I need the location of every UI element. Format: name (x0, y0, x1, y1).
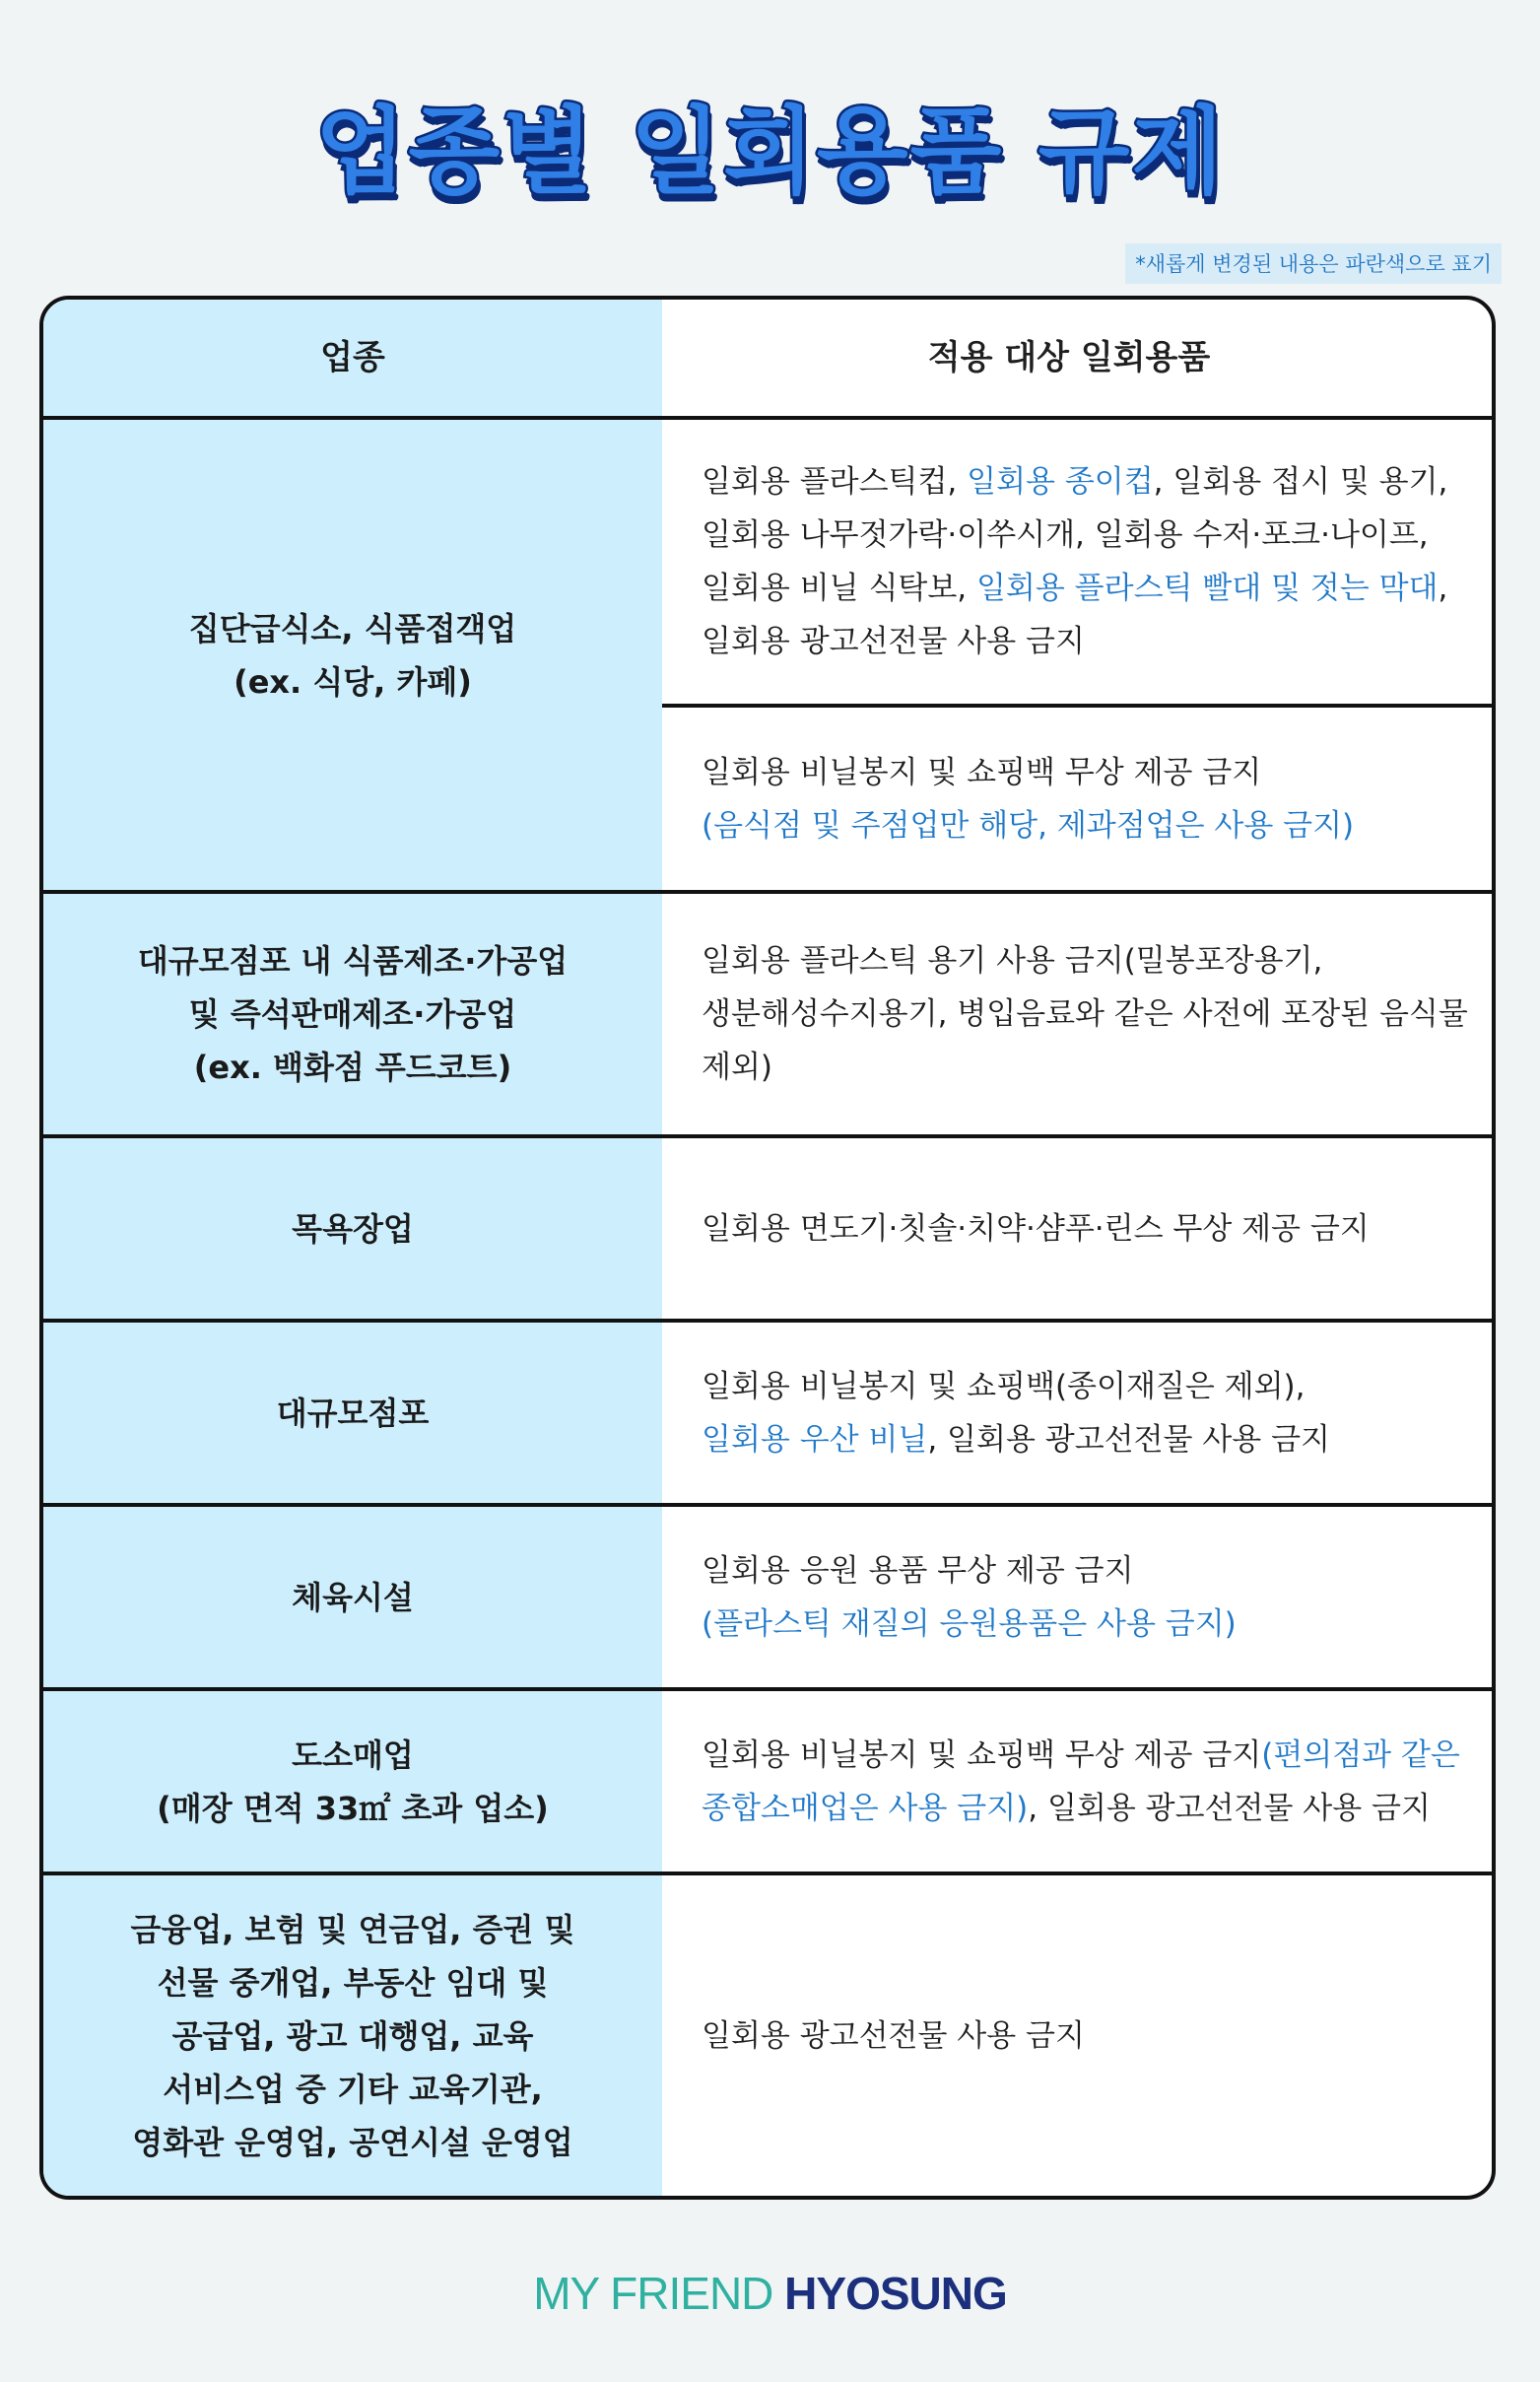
industry-line: 및 즉석판매제조·가공업 (188, 995, 517, 1033)
items-text: 일회용 플라스틱컵, (702, 464, 968, 500)
items-text: , 일회용 광고선전물 사용 금지 (1028, 1790, 1431, 1826)
items-text-new: 일회용 플라스틱 빨대 및 젓는 막대 (975, 571, 1439, 606)
industry-line: (ex. 식당, 카페) (234, 662, 472, 701)
items-line (702, 746, 1354, 799)
items-text-new: (플라스틱 재질의 응원용품은 사용 금지) (702, 1605, 1237, 1642)
items-line (702, 1202, 1370, 1256)
industry-line: (매장 면적 33㎡ 초과 업소) (157, 1789, 549, 1827)
items-line (702, 562, 1447, 615)
industry-line: 서비스업 중 기타 교육기관, (163, 2070, 543, 2108)
industry-line: (ex. 백화점 푸드코트) (193, 1049, 512, 1086)
brand-logo (0, 2267, 1540, 2320)
items-line (702, 509, 1447, 562)
industry-line: 집단급식소, 식품접객업 (188, 609, 517, 647)
industry-line: 대규모점포 (276, 1394, 430, 1432)
header-items: 적용 대상 일회용품 (927, 338, 1211, 377)
brand-text-my-friend: MY FRIEND (533, 2268, 785, 2319)
items-cell (662, 420, 1496, 704)
industry-line: 대규모점포 내 식품제조·가공업 (137, 942, 569, 980)
items-cell (662, 1507, 1496, 1687)
items-line (702, 1782, 1460, 1835)
items-cell (662, 894, 1496, 1134)
items-text: 생분해성수지용기, 병입음료와 같은 사전에 포장된 음식물 (702, 996, 1468, 1032)
industry-line: 선물 중개업, 부동산 임대 및 (157, 1963, 549, 2002)
industry-cell (43, 1507, 662, 1687)
items-line (702, 799, 1354, 852)
industry-cell (43, 894, 662, 1134)
legend-note: *새롭게 변경된 내용은 파란색으로 표기 (1125, 243, 1502, 284)
industry-line: 목욕장업 (292, 1209, 414, 1248)
page-title: 업종별 일회용품 규제 (314, 97, 1226, 207)
items-text: , 일회용 접시 및 용기, (1153, 464, 1448, 500)
industry-line: 금융업, 보험 및 연금업, 증권 및 (130, 1910, 575, 1948)
header-industry: 업종 (320, 338, 385, 377)
items-text: 일회용 광고선전물 사용 금지 (702, 624, 1085, 659)
industry-line: 도소매업 (292, 1735, 414, 1774)
items-text: 일회용 나무젓가락·이쑤시개, 일회용 수저·포크·나이프, (702, 517, 1429, 553)
items-line (702, 2009, 1085, 2063)
industry-cell (43, 1323, 662, 1503)
items-line (702, 455, 1447, 509)
industry-line: 공급업, 광고 대행업, 교육 (171, 2016, 534, 2055)
items-text: 일회용 비닐봉지 및 쇼핑백(종이재질은 제외), (702, 1368, 1306, 1404)
items-text: 일회용 플라스틱 용기 사용 금지(밀봉포장용기, (702, 943, 1323, 979)
items-text: 일회용 비닐 식탁보, (702, 571, 976, 606)
items-line (702, 934, 1468, 987)
items-text: 일회용 광고선전물 사용 금지 (702, 2017, 1085, 2054)
industry-line: 영화관 운영업, 공연시설 운영업 (132, 2123, 573, 2161)
brand-text-hyosung: HYOSUNG (784, 2268, 1007, 2319)
items-cell (662, 708, 1496, 890)
items-text-new: 종합소매업은 사용 금지) (702, 1790, 1029, 1826)
items-text: 일회용 비닐봉지 및 쇼핑백 무상 제공 금지 (702, 1736, 1262, 1773)
items-line (702, 1413, 1330, 1466)
items-text: , (1438, 571, 1448, 606)
items-cell (662, 1875, 1496, 2196)
items-text: 제외) (702, 1050, 772, 1085)
items-cell (662, 1323, 1496, 1503)
industry-cell (43, 1691, 662, 1872)
regulation-table (39, 296, 1496, 2200)
items-text: 일회용 비닐봉지 및 쇼핑백 무상 제공 금지 (702, 754, 1262, 790)
items-cell (662, 1691, 1496, 1872)
items-text: , 일회용 광고선전물 사용 금지 (927, 1421, 1330, 1458)
items-text-new: (음식점 및 주점업만 해당, 제과점업은 사용 금지) (702, 807, 1355, 844)
items-line (702, 987, 1468, 1041)
industry-cell (43, 1875, 662, 2196)
items-text: 일회용 응원 용품 무상 제공 금지 (702, 1552, 1134, 1589)
items-line (702, 1041, 1468, 1094)
items-line (702, 1544, 1237, 1598)
items-text: 일회용 면도기·칫솔·치약·샴푸·린스 무상 제공 금지 (702, 1210, 1370, 1247)
items-line (702, 1729, 1460, 1782)
industry-cell (43, 1138, 662, 1319)
items-text-new: (편의점과 같은 (1261, 1736, 1460, 1773)
industry-line: 체육시설 (292, 1578, 414, 1616)
items-text-new: 일회용 종이컵 (967, 464, 1154, 500)
items-line (702, 1360, 1330, 1413)
items-text-new: 일회용 우산 비닐 (702, 1421, 928, 1458)
items-cell (662, 1138, 1496, 1319)
industry-cell (43, 420, 662, 890)
items-line (702, 615, 1447, 668)
items-line (702, 1598, 1237, 1651)
